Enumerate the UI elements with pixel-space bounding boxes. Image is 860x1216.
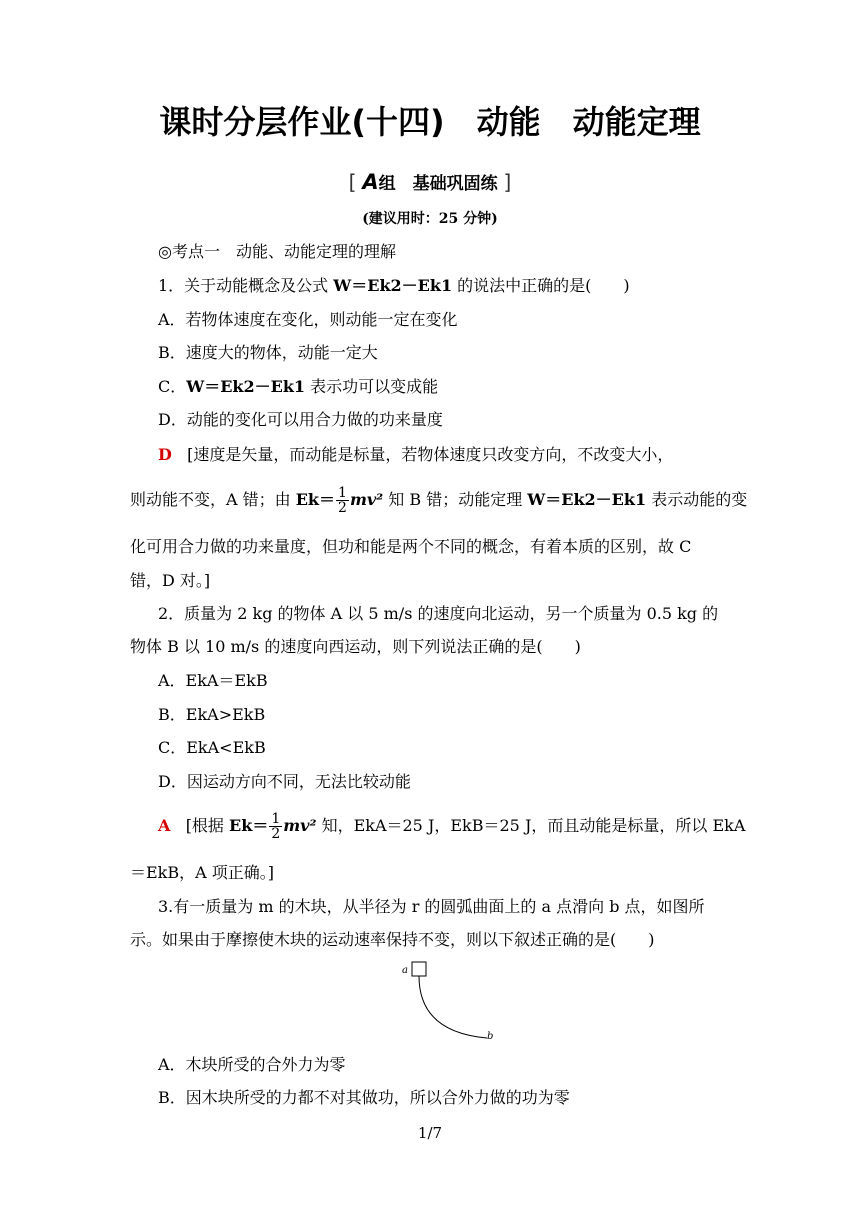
q1-exp-2a: 则动能不变，A 错；由 — [130, 490, 296, 509]
q1-explanation-4: 错，D 对。] — [130, 571, 211, 590]
group-heading — [0, 170, 860, 196]
q1-option-c-suffix: 表示功可以变成能 — [305, 377, 439, 396]
point-a-label: a — [402, 965, 408, 976]
q2-explanation-1 — [158, 812, 745, 841]
q1-answer: D — [158, 445, 172, 464]
q1-stem — [158, 276, 630, 296]
q1-option-c — [158, 377, 438, 397]
q3-option-a: A．木块所受的合外力为零 — [158, 1055, 346, 1074]
q2-option-c: C．EkA<EkB — [158, 738, 266, 757]
q1-exp-1: [速度是矢量，而动能是标量，若物体速度只改变方向，不改变大小， — [187, 445, 674, 464]
q1-explanation-2 — [130, 486, 747, 515]
q2-mv2-term: mv² — [283, 816, 317, 835]
q1-formula: W＝Ek2－Ek1 — [333, 276, 453, 295]
q2-stem-line-1: 2．质量为 2 kg 的物体 A 以 5 m/s 的速度向北运动，另一个质量为 0.5 kg 的 — [158, 604, 719, 623]
q3-stem-line-1: 3.有一质量为 m 的木块，从半径为 r 的圆弧曲面上的 a 点滑向 b 点，如图所 — [158, 897, 705, 916]
q1-explanation-3: 化可用合力做的功来量度，但功和能是两个不同的概念，有着本质的区别，故 C — [130, 537, 692, 556]
group-letter: A — [362, 170, 379, 194]
q1-option-b: B．速度大的物体，动能一定大 — [158, 343, 378, 362]
q3-option-b: B．因木块所受的力都不对其做功，所以合外力做的功为零 — [158, 1088, 570, 1107]
q1-option-a: A．若物体速度在变化，则动能一定在变化 — [158, 310, 458, 329]
fraction-denominator: 2 — [338, 500, 347, 516]
bracket-open: [ — [348, 170, 357, 194]
q2-explanation-2: ＝EkB，A 项正确。] — [130, 863, 275, 882]
q2-half-fraction — [269, 812, 282, 841]
q1-exp-2c: 表示动能的变 — [646, 490, 748, 509]
page-number: 1/7 — [417, 1124, 443, 1142]
q2-ek-symbol: Ek＝ — [229, 816, 269, 835]
q2-fraction-numerator: 1 — [271, 811, 281, 827]
section-heading: ◎考点一 动能、动能定理的理解 — [158, 242, 396, 261]
q1-stem-b: 的说法中正确的是( ) — [452, 276, 630, 295]
arc-figure — [395, 958, 505, 1048]
bracket-close: ] — [503, 170, 512, 194]
q2-stem-line-2: 物体 B 以 10 m/s 的速度向西运动，则下列说法正确的是( ) — [130, 637, 581, 656]
q1-option-c-prefix: C． — [158, 377, 187, 396]
q1-option-d: D．动能的变化可以用合力做的功来量度 — [158, 410, 443, 429]
half-fraction — [336, 486, 349, 515]
q2-answer: A — [158, 816, 171, 835]
q2-option-d: D．因运动方向不同，无法比较动能 — [158, 772, 411, 791]
q3-stem-line-2: 示。如果由于摩擦使木块的运动速率保持不变，则以下叙述正确的是( ) — [130, 930, 655, 949]
page-title: 课时分层作业(十四) 动能 动能定理 — [159, 103, 701, 141]
q1-explanation-1 — [158, 445, 673, 465]
q2-option-a: A．EkA＝EkB — [158, 671, 268, 690]
q2-option-b: B．EkA>EkB — [158, 705, 266, 724]
q1-exp-formula: W＝Ek2－Ek1 — [527, 490, 647, 509]
mv2-term: mv² — [349, 490, 384, 509]
q1-stem-a: 1．关于动能概念及公式 — [158, 276, 334, 295]
wood-block — [412, 962, 426, 976]
ek-symbol: Ek＝ — [295, 490, 336, 509]
time-hint: (建议用时：25 分钟) — [362, 211, 498, 227]
arc-surface — [419, 976, 487, 1038]
q2-fraction-denominator: 2 — [271, 826, 281, 842]
fraction-numerator: 1 — [338, 485, 347, 501]
q1-exp-2b: 知 B 错；动能定理 — [383, 490, 528, 509]
q2-exp-1a: [根据 — [185, 816, 230, 835]
group-label: 组 基础巩固练 — [378, 174, 498, 194]
q1-option-c-formula: W＝Ek2－Ek1 — [186, 377, 306, 396]
q2-exp-1b: 知，EkA＝25 J，EkB＝25 J，而且动能是标量，所以 EkA — [316, 816, 746, 835]
point-b-label: b — [487, 1031, 494, 1042]
